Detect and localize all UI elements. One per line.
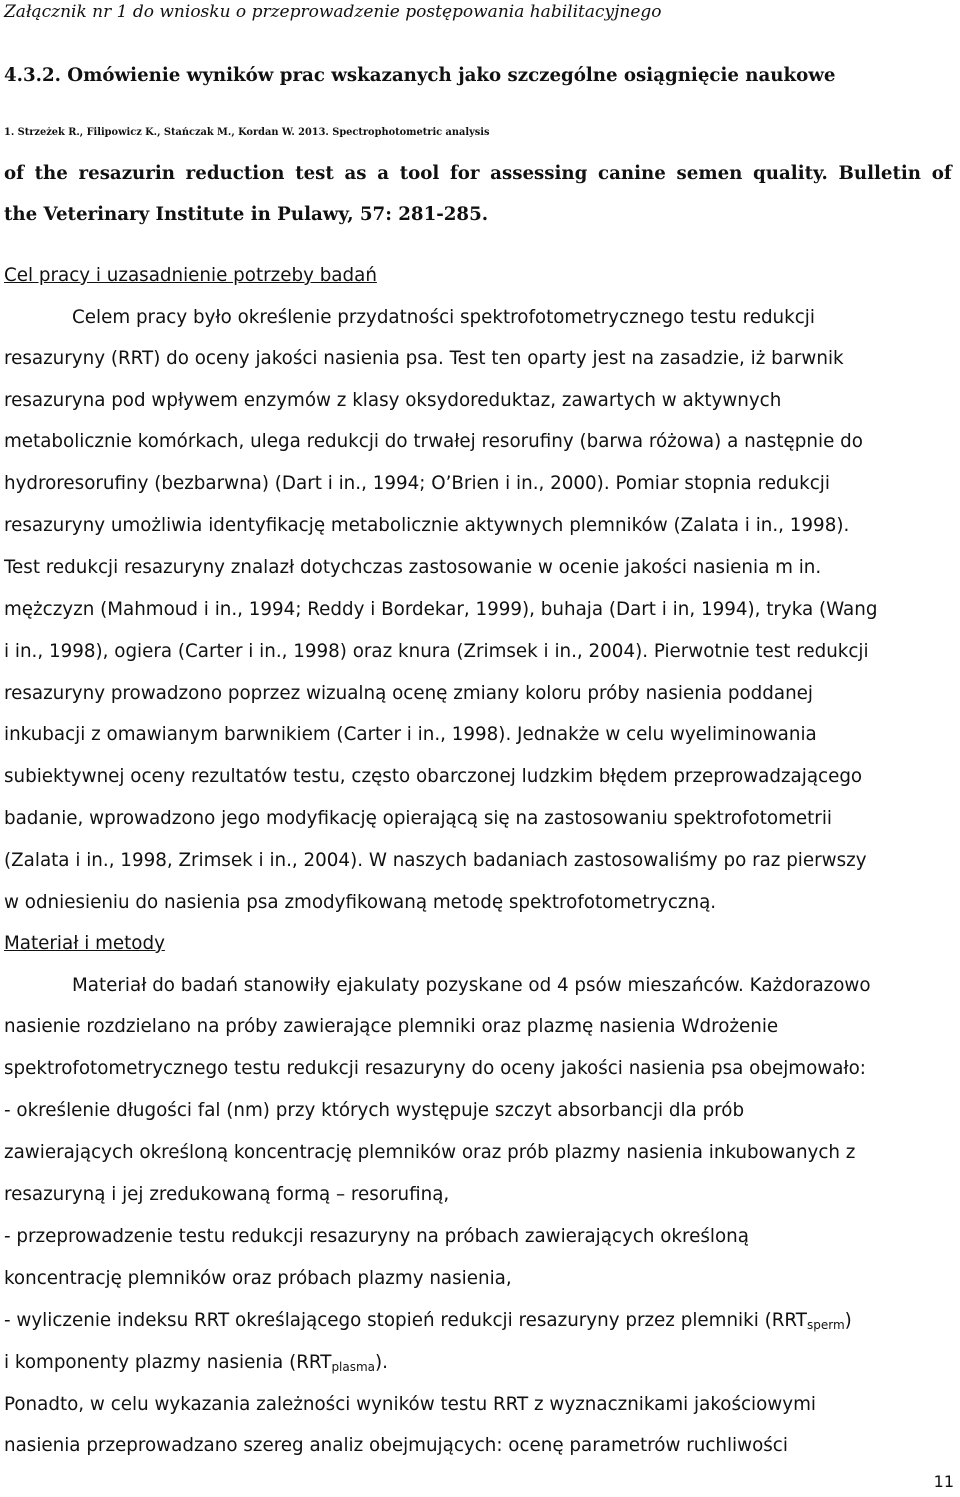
paragraph-line-rrt-sperm [4,1307,852,1339]
paragraph-line: Ponadto, w celu wykazania zależności wyników testu RRT z wyznacznikami jakościowymi [4,1394,816,1415]
paragraph-line: subiektywnej oceny rezultatów testu, często obarczonej ludzkim błędem przeprowadzającego [4,766,863,787]
paragraph-line: - przeprowadzenie testu redukcji resazuryny na próbach zawierających określoną [4,1226,749,1247]
citation-text: 1. Strzeżek R., Filipowicz K., Stańczak M., Kordan W. 2013. Spectrophotometric analysis [4,127,490,138]
paragraph-line: mężczyzn (Mahmoud i in., 1994; Reddy i Bordekar, 1999), buhaja (Dart i in, 1994), tryka (Wang [4,599,878,620]
citation-line [4,120,957,146]
section-title: 4.3.2. Omówienie wyników prac wskazanych jako szczególne osiągnięcie naukowe [4,65,836,86]
paragraph-line: Materiał do badań stanowiły ejakulaty pozyskane od 4 psów mieszańców. Każdorazowo [72,975,871,996]
paragraph-line: zawierających określoną koncentrację plemników oraz prób plazmy nasienia inkubowanych z [4,1142,856,1163]
paragraph-line: resazuryny (RRT) do oceny jakości nasienia psa. Test ten oparty jest na zasadzie, iż barwnik [4,348,844,369]
rrt-plasma-text: i komponenty plazmy nasienia (RRT [4,1352,332,1373]
subscript-sperm: sperm [806,1318,845,1332]
paragraph-line: hydroresorufiny (bezbarwna) (Dart i in., 1994; O’Brien i in., 2000). Pomiar stopnia redukcji [4,473,830,494]
subscript-plasma: plasma [331,1360,376,1374]
rrt-plasma-close: ). [375,1352,388,1373]
paragraph-line: resazuryna pod wpływem enzymów z klasy oksydoreduktaz, zawartych w aktywnych [4,390,782,411]
paragraph-line: koncentrację plemników oraz próbach plazmy nasienia, [4,1268,512,1289]
paragraph-line: resazuryny umożliwia identyfikację metabolicznie aktywnych plemników (Zalata i in., 1998). [4,515,850,536]
paragraph-line: Celem pracy było określenie przydatności spektrofotometrycznego testu redukcji [72,307,815,328]
citation-line: the Veterinary Institute in Pulawy, 57: 281-285. [4,204,489,225]
paragraph-line: Test redukcji resazuryny znalazł dotychczas zastosowanie w ocenie jakości nasienia m in. [4,557,822,578]
paragraph-line-rrt-plasma [4,1349,388,1381]
paragraph-line: - określenie długości fal (nm) przy których występuje szczyt absorbancji dla prób [4,1100,745,1121]
citation-line: of the resazurin reduction test as a tool for assessing canine semen quality. Bulletin of [4,163,952,184]
heading-methods: Materiał i metody [4,933,165,954]
paragraph-line: resazuryną i jej zredukowaną formą – resorufiną, [4,1184,450,1205]
paragraph-line: i in., 1998), ogiera (Carter i in., 1998) oraz knura (Zrimsek i in., 2004). Pierwotnie test redukcji [4,641,869,662]
paragraph-line: spektrofotometrycznego testu redukcji resazuryny do oceny jakości nasienia psa obejmowało: [4,1058,866,1079]
paragraph-line: metabolicznie komórkach, ulega redukcji do trwałej resorufiny (barwa różowa) a następnie do [4,431,863,452]
heading-aim: Cel pracy i uzasadnienie potrzeby badań [4,265,377,286]
page-number: 11 [933,1472,954,1491]
paragraph-line: nasienie rozdzielano na próby zawierające plemniki oraz plazmę nasienia Wdrożenie [4,1016,779,1037]
paragraph-line: (Zalata i in., 1998, Zrimsek i in., 2004). W naszych badaniach zastosowaliśmy po raz pierwszy [4,850,867,871]
rrt-sperm-close: ) [844,1310,852,1331]
paragraph-line: badanie, wprowadzono jego modyfikację opierającą się na zastosowaniu spektrofotometrii [4,808,832,829]
paragraph-line: w odniesieniu do nasienia psa zmodyfikowaną metodę spektrofotometryczną. [4,892,717,913]
page-header: Załącznik nr 1 do wniosku o przeprowadzenie postępowania habilitacyjnego [4,2,662,22]
paragraph-line: inkubacji z omawianym barwnikiem (Carter i in., 1998). Jednakże w celu wyeliminowania [4,724,817,745]
paragraph-line: nasienia przeprowadzano szereg analiz obejmujących: ocenę parametrów ruchliwości [4,1435,788,1456]
rrt-sperm-text: - wyliczenie indeksu RRT określającego stopień redukcji resazuryny przez plemniki (RRT [4,1310,807,1331]
paragraph-line: resazuryny prowadzono poprzez wizualną ocenę zmiany koloru próby nasienia poddanej [4,683,813,704]
